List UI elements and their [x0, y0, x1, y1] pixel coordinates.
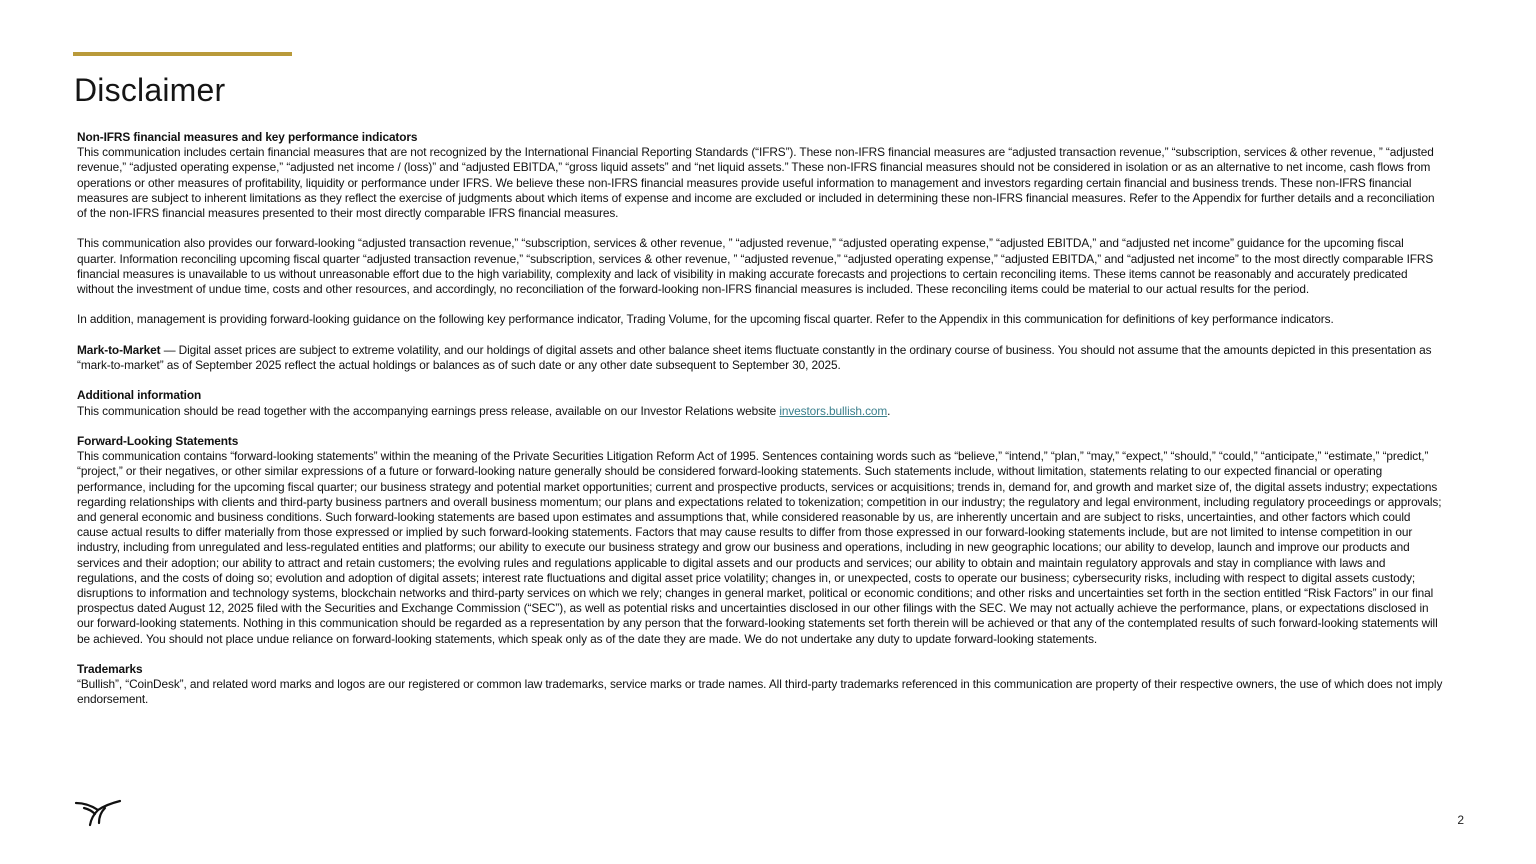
non-ifrs-section [77, 130, 1443, 328]
bullish-logo-icon [74, 799, 122, 827]
additional-info-paragraph [77, 404, 1443, 419]
non-ifrs-paragraph-3: In addition, management is providing forward-looking guidance on the following key performance indicator, Trading Volume, for the upcoming fiscal quarter. Refer to the Appendix in this communication for definitions of key performance indicators. [77, 312, 1334, 327]
page-number: 2 [1457, 813, 1464, 827]
additional-info-section [77, 388, 1443, 418]
non-ifrs-paragraph-2: This communication also provides our forward-looking “adjusted transaction revenue,” “subscription, services & other revenue, ” “adjusted revenue,” “adjusted operating expense,” “adjusted EBITDA,” and “adjusted net income” guidance for the upcoming fiscal quarter. Information reconciling upcoming fiscal quarter “adjusted transaction revenue,” “subscription, services & other revenue, ” “adjusted revenue,” “adjusted operating expense,” “adjusted EBITDA,” and “adjusted net income” to the most directly comparable IFRS financial measures is unavailable to us without unreasonable effort due to the high variability, complexity and lack of visibility in making accurate forecasts and projections to certain reconciling items. These items cannot be reasonably and accurately predicated without the investment of undue time, costs and other resources, and accordingly, no reconciliation of the forward-looking non-IFRS financial measures is included. These reconciling items could be material to our actual results for the period. [77, 236, 1434, 297]
additional-info-text: This communication should be read together with the accompanying earnings press release, available on our Investor Relations website [77, 403, 780, 418]
non-ifrs-text-1: This communication includes certain financial measures that are not recognized by the International Financial Reporting Standards (“IFRS”). These non-IFRS financial measures are “adjusted transaction revenue,” “subscription, services & other revenue, ” “adjusted revenue,” “adjusted operating expense,” “adjusted net income / (loss)” and “adjusted EBITDA,” “gross liquid assets” and “net liquid assets.” These non-IFRS financial measures should not be considered in isolation or as an alternative to net income, cash flows from operations or other measures of profitability, liquidity or performance under IFRS. We believe these non-IFRS financial measures provide useful information to management and investors regarding certain financial and business trends. These non-IFRS financial measures are subject to inherent limitations as they reflect the exercise of judgments about which items of expense and income are excluded or included in determining these non-IFRS financial measures. Refer to the Appendix for further details and a reconciliation of the non-IFRS financial measures presented to their most directly comparable IFRS financial measures. [77, 145, 1435, 221]
trademarks-text: “Bullish”, “CoinDesk”, and related word marks and logos are our registered or common law trademarks, service marks or trade names. All third-party trademarks referenced in this communication are property of their respective owners, the use of which does not imply endorsement. [77, 677, 1443, 707]
trademarks-heading: Trademarks [77, 662, 143, 677]
forward-looking-text: This communication contains “forward-looking statements” within the meaning of the Private Securities Litigation Reform Act of 1995. Sentences containing words such as “believe,” “intend,” “plan,” “may,” “expect,” “should,” “could,” “anticipate,” “estimate,” “predict,” “project,” or their negatives, or other similar expressions of a future or forward-looking nature generally should be considered forward-looking statements. Such statements include, without limitation, statements relating to our expected financial or operating performance, including for the upcoming fiscal quarter; our business strategy and potential market opportunities; current and prospective products, services or acquisitions; trends in, demand for, and growth and market size of, the digital assets industry; expectations regarding relationships with clients and third-party business partners and overall business momentum; our plans and expectations related to tokenization; competition in our industry; the regulatory and legal environment, including regulatory proceedings or approvals; and general economic and business conditions. Such forward-looking statements are based upon estimates and assumptions that, while considered reasonable by us, are inherently uncertain and are subject to risks, uncertainties, and other factors which could cause actual results to differ materially from those expressed or implied by such forward-looking statements. Factors that may cause results to differ from those expressed in our forward-looking statements include, but are not limited to intense competition in our industry, including from unregulated and less-regulated entities and platforms; our ability to execute our business strategy and grow our business and operations, including in new geographic locations; our ability to develop, launch and improve our products and services and their adoption; our ability to attract and retain customers; the evolving rules and regulations applicable to digital assets and our products and services; our ability to obtain and maintain regulatory approvals and stay in compliance with laws and regulations, and the costs of doing so; evolution and adoption of digital assets; interest rate fluctuations and digital asset price volatility; changes in, or unexpected, costs to operate our business; cybersecurity risks, including with respect to digital assets custody; disruptions to information and technology systems, blockchain networks and third-party services on which we rely; changes in general market, political or economic conditions; and other risks and uncertainties set forth in the section entitled “Risk Factors” in our final prospectus dated August 12, 2025 filed with the Securities and Exchange Commission (“SEC”), as well as potential risks and uncertainties disclosed in our other filings with the SEC. We may not actually achieve the performance, plans, or expectations disclosed in our forward-looking statements. Nothing in this communication should be regarded as a representation by any person that the forward-looking statements set forth therein will be achieved or that any of the contemplated results of such forward-looking statements will be achieved. You should not place undue reliance on forward-looking statements, which speak only as of the date they are made. We do not undertake any duty to update forward-looking statements. [77, 449, 1442, 646]
disclaimer-body [77, 130, 1443, 723]
forward-looking-section [77, 434, 1443, 647]
non-ifrs-heading: Non-IFRS financial measures and key performance indicators [77, 130, 418, 144]
additional-info-heading: Additional information [77, 388, 202, 403]
page-title: Disclaimer [74, 72, 226, 108]
mark-to-market-section [77, 343, 1443, 373]
investor-relations-link[interactable]: investors.bullish.com [779, 403, 888, 418]
trademarks-section [77, 662, 1443, 708]
mark-to-market-text: — Digital asset prices are subject to extreme volatility, and our holdings of digital assets and other balance sheet items fluctuate constantly in the ordinary course of business. You should not assume that the amounts depicted in this presentation as “mark-to-market” as of September 2025 reflect the actual holdings or balances as of such date or any other date subsequent to September 30, 2025. [77, 342, 1432, 372]
mark-to-market-paragraph [77, 343, 1443, 373]
title-accent-bar [73, 52, 292, 56]
non-ifrs-paragraph-1 [77, 130, 1443, 221]
forward-looking-heading: Forward-Looking Statements [77, 433, 239, 448]
mark-to-market-heading: Mark-to-Market [77, 342, 161, 357]
additional-info-suffix: . [887, 403, 891, 418]
